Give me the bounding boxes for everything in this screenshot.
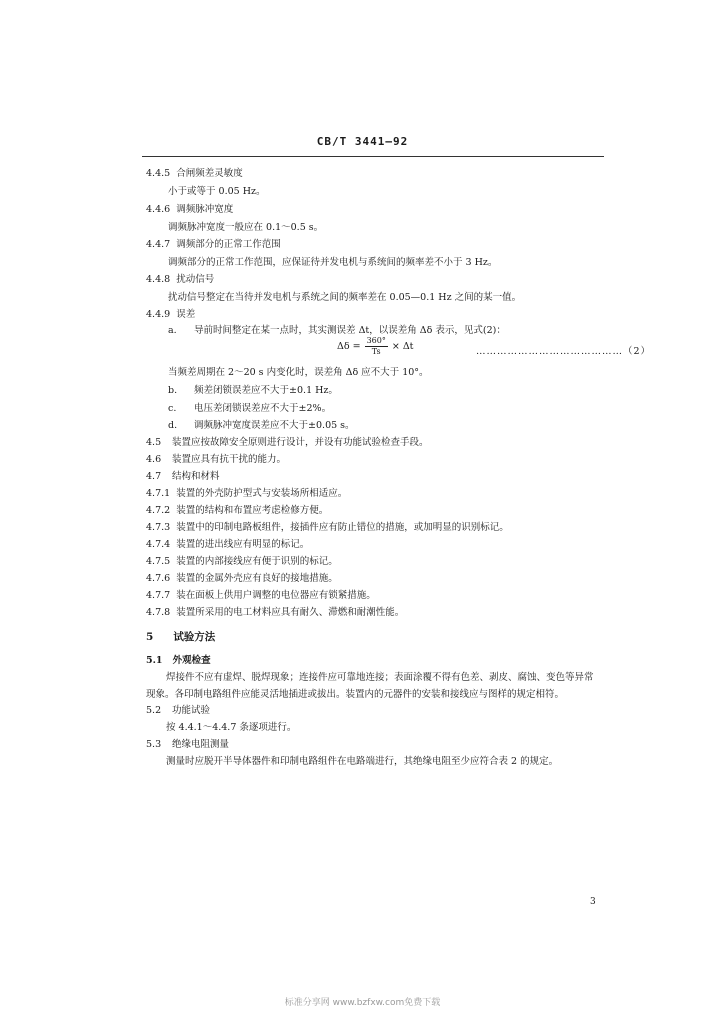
standard-code-header: CB/T 3441—92 <box>316 135 409 148</box>
formula-2: Δδ = $\frac{360^\circ}{Ts}$ × Δt <box>337 336 414 356</box>
item-a: a. 导前时间整定在某一点时，其实测误差 Δt，以误差角 Δδ 表示，见式(2)： <box>168 325 506 336</box>
section-4-7-2: 4.7.2 装置的结构和布置应考虑检修方便。 <box>146 505 329 516</box>
section-4-7-4: 4.7.4 装置的进出线应有明显的标记。 <box>146 539 310 550</box>
section-4-4-9-heading: 4.4.9 误差 <box>146 309 196 320</box>
section-4-7-7: 4.7.7 装在面板上供用户调整的电位器应有锁紧措施。 <box>146 590 376 601</box>
section-5-1-line2: 现象。各印制电路组件应能灵活地插进或拔出。装置内的元器件的安装和接线应与图样的规定相符。 <box>146 689 565 700</box>
section-4-7-1: 4.7.1 装置的外壳防护型式与安装场所相适应。 <box>146 488 348 499</box>
section-5-3-body: 测量时应脱开半导体器件和印制电路组件在电路端进行，其绝缘电阻至少应符合表 2 的规定。 <box>166 756 559 767</box>
section-4-6: 4.6 装置应具有抗干扰的能力。 <box>146 454 287 465</box>
section-5-1-heading: 5.1 外观检查 <box>146 655 211 666</box>
section-4-4-7-body: 调频部分的正常工作范围，应保证待并发电机与系统间的频率差不小于 3 Hz。 <box>168 257 498 268</box>
equation-number: ……………………………………（2） <box>476 346 652 357</box>
section-4-7-3: 4.7.3 装置中的印制电路板组件，接插件应有防止错位的措施，或加明显的识别标记。 <box>146 522 509 533</box>
section-4-4-8-body: 扰动信号整定在当待并发电机与系统之间的频率差在 0.05—0.1 Hz 之间的某一值。 <box>168 292 522 303</box>
footer-watermark[interactable]: 标准分享网 www.bzfxw.com免费下载 <box>284 998 441 1008</box>
section-4-7: 4.7 结构和材料 <box>146 471 220 482</box>
page-number: 3 <box>590 897 596 907</box>
section-4-7-6: 4.7.6 装置的金属外壳应有良好的接地措施。 <box>146 573 338 584</box>
section-5-3-heading: 5.3 绝缘电阻测量 <box>146 739 230 750</box>
section-5-heading: 5 试验方法 <box>146 631 216 643</box>
item-b: b. 频差闭锁误差应不大于±0.1 Hz。 <box>168 385 338 396</box>
section-4-4-7-heading: 4.4.7 调频部分的正常工作范围 <box>146 239 281 250</box>
section-4-4-6-body: 调频脉冲宽度一般应在 0.1～0.5 s。 <box>168 222 324 233</box>
section-4-4-6-heading: 4.4.6 调频脉冲宽度 <box>146 204 234 215</box>
after-formula-text: 当频差周期在 2～20 s 内变化时，误差角 Δδ 应不大于 10°。 <box>168 367 429 378</box>
section-4-4-5-heading: 4.4.5 合闸频差灵敏度 <box>146 168 243 179</box>
section-4-5: 4.5 装置应按故障安全原则进行设计，并设有功能试验检查手段。 <box>146 437 429 448</box>
section-5-2-body: 按 4.4.1～4.4.7 条逐项进行。 <box>166 722 297 733</box>
item-c: c. 电压差闭锁误差应不大于±2%。 <box>168 403 332 414</box>
section-4-4-8-heading: 4.4.8 扰动信号 <box>146 274 215 285</box>
section-4-7-8: 4.7.8 装置所采用的电工材料应具有耐久、滞燃和耐潮性能。 <box>146 607 405 618</box>
section-5-1-line1: 焊接件不应有虚焊、脱焊现象；连接件应可靠地连接；表面涂覆不得有色差、剥皮、腐蚀、变色等异常 <box>166 672 594 683</box>
formula-fraction: $\frac{360^\circ}{Ts}$ <box>366 336 386 356</box>
section-4-4-5-body: 小于或等于 0.05 Hz。 <box>168 186 266 197</box>
header-rule <box>142 156 604 157</box>
item-d: d. 调频脉冲宽度误差应不大于±0.05 s。 <box>168 420 355 431</box>
section-5-2-heading: 5.2 功能试验 <box>146 705 211 716</box>
section-4-7-5: 4.7.5 装置的内部接线应有便于识别的标记。 <box>146 556 338 567</box>
